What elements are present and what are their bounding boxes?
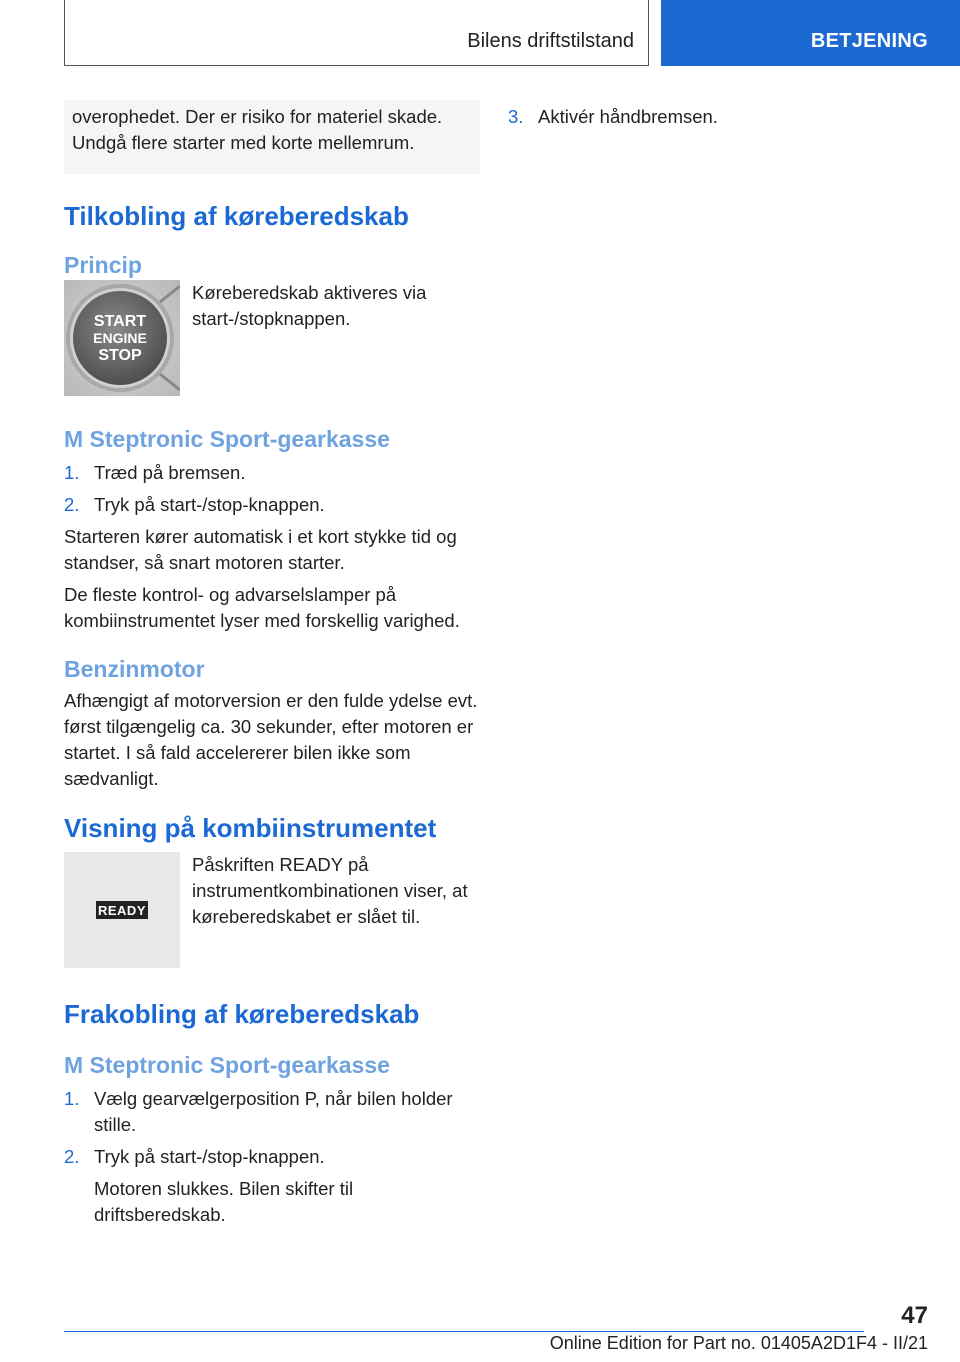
starter-paragraph: Starteren kører automatisk i et kort stykke tid og standser, så snart motoren starter. — [64, 526, 457, 573]
warning-box — [64, 100, 480, 174]
frakobling-steps — [64, 1086, 480, 1228]
princip-figure-row — [64, 280, 480, 396]
header-section-title: Bilens driftstilstand — [467, 30, 634, 52]
button-label-start: START — [93, 313, 147, 330]
list-item — [64, 1144, 480, 1228]
footer-divider — [64, 1331, 864, 1332]
step-text-main: Tryk på start-/stop-knappen. — [94, 1146, 325, 1167]
heading-benzinmotor: Benzinmotor — [64, 656, 205, 682]
start-stop-button-image — [64, 280, 180, 396]
step-number: 1. — [64, 1088, 80, 1109]
left-column — [64, 100, 480, 1234]
step-text: Tryk på start-/stop-knappen. — [94, 494, 325, 515]
right-column — [508, 100, 928, 136]
visning-text: Påskriften READY på instrumentkombinationen viser, at køreberedskabet er slået til. — [192, 854, 468, 927]
ready-label: READY — [97, 902, 146, 918]
ready-indicator — [96, 901, 148, 919]
step-text: Aktivér håndbremsen. — [538, 106, 718, 127]
ready-display-image — [64, 852, 180, 968]
step-note: Motoren slukkes. Bilen skifter til driftsberedskab. — [94, 1178, 354, 1225]
start-stop-button-icon — [64, 280, 180, 396]
heading-gear-frakobling: M Steptronic Sport-gearkasse — [64, 1052, 390, 1078]
heading-princip: Princip — [64, 252, 142, 278]
list-item — [64, 1086, 480, 1138]
step-number: 3. — [508, 106, 524, 127]
tilkobling-steps — [64, 460, 480, 518]
heading-tilkobling: Tilkobling af køreberedskab — [64, 201, 409, 231]
step-number: 1. — [64, 462, 80, 483]
heading-gear-tilkobling: M Steptronic Sport-gearkasse — [64, 426, 390, 452]
benzinmotor-text: Afhængigt af motorversion er den fulde ydelse evt. først tilgængelig ca. 30 sekunder, efter motoren er startet. I så fald accelererer bilen ikke som sædvanligt. — [64, 690, 478, 789]
header-chapter-title: BETJENING — [810, 30, 928, 52]
step-number: 2. — [64, 1146, 80, 1167]
header-chapter-tab — [661, 0, 960, 66]
step-text — [94, 1144, 480, 1228]
warning-text: overophedet. Der er risiko for materiel skade. Undgå flere starter med korte mellemrum. — [72, 106, 443, 153]
visning-figure-row — [64, 852, 480, 968]
button-label-engine: ENGINE — [93, 330, 147, 346]
header-section-box — [64, 0, 649, 66]
step-text: Vælg gearvælgerposition P, når bilen holder stille. — [94, 1088, 453, 1135]
list-item — [508, 104, 928, 130]
frakobling-steps-continued — [508, 104, 928, 130]
list-item — [64, 492, 480, 518]
button-label-stop: STOP — [98, 347, 142, 364]
list-item — [64, 460, 480, 486]
step-text: Træd på bremsen. — [94, 462, 246, 483]
heading-frakobling: Frakobling af køreberedskab — [64, 999, 420, 1029]
footer-edition: Online Edition for Part no. 01405A2D1F4 - II/21 — [549, 1333, 928, 1353]
princip-text: Køreberedskab aktiveres via start-/stopknappen. — [192, 282, 427, 329]
page-number: 47 — [901, 1302, 928, 1329]
step-number: 2. — [64, 494, 80, 515]
heading-visning: Visning på kombiinstrumentet — [64, 813, 437, 843]
lamps-paragraph: De fleste kontrol- og advarselslamper på kombiinstrumentet lyser med forskellig varighed. — [64, 584, 460, 631]
